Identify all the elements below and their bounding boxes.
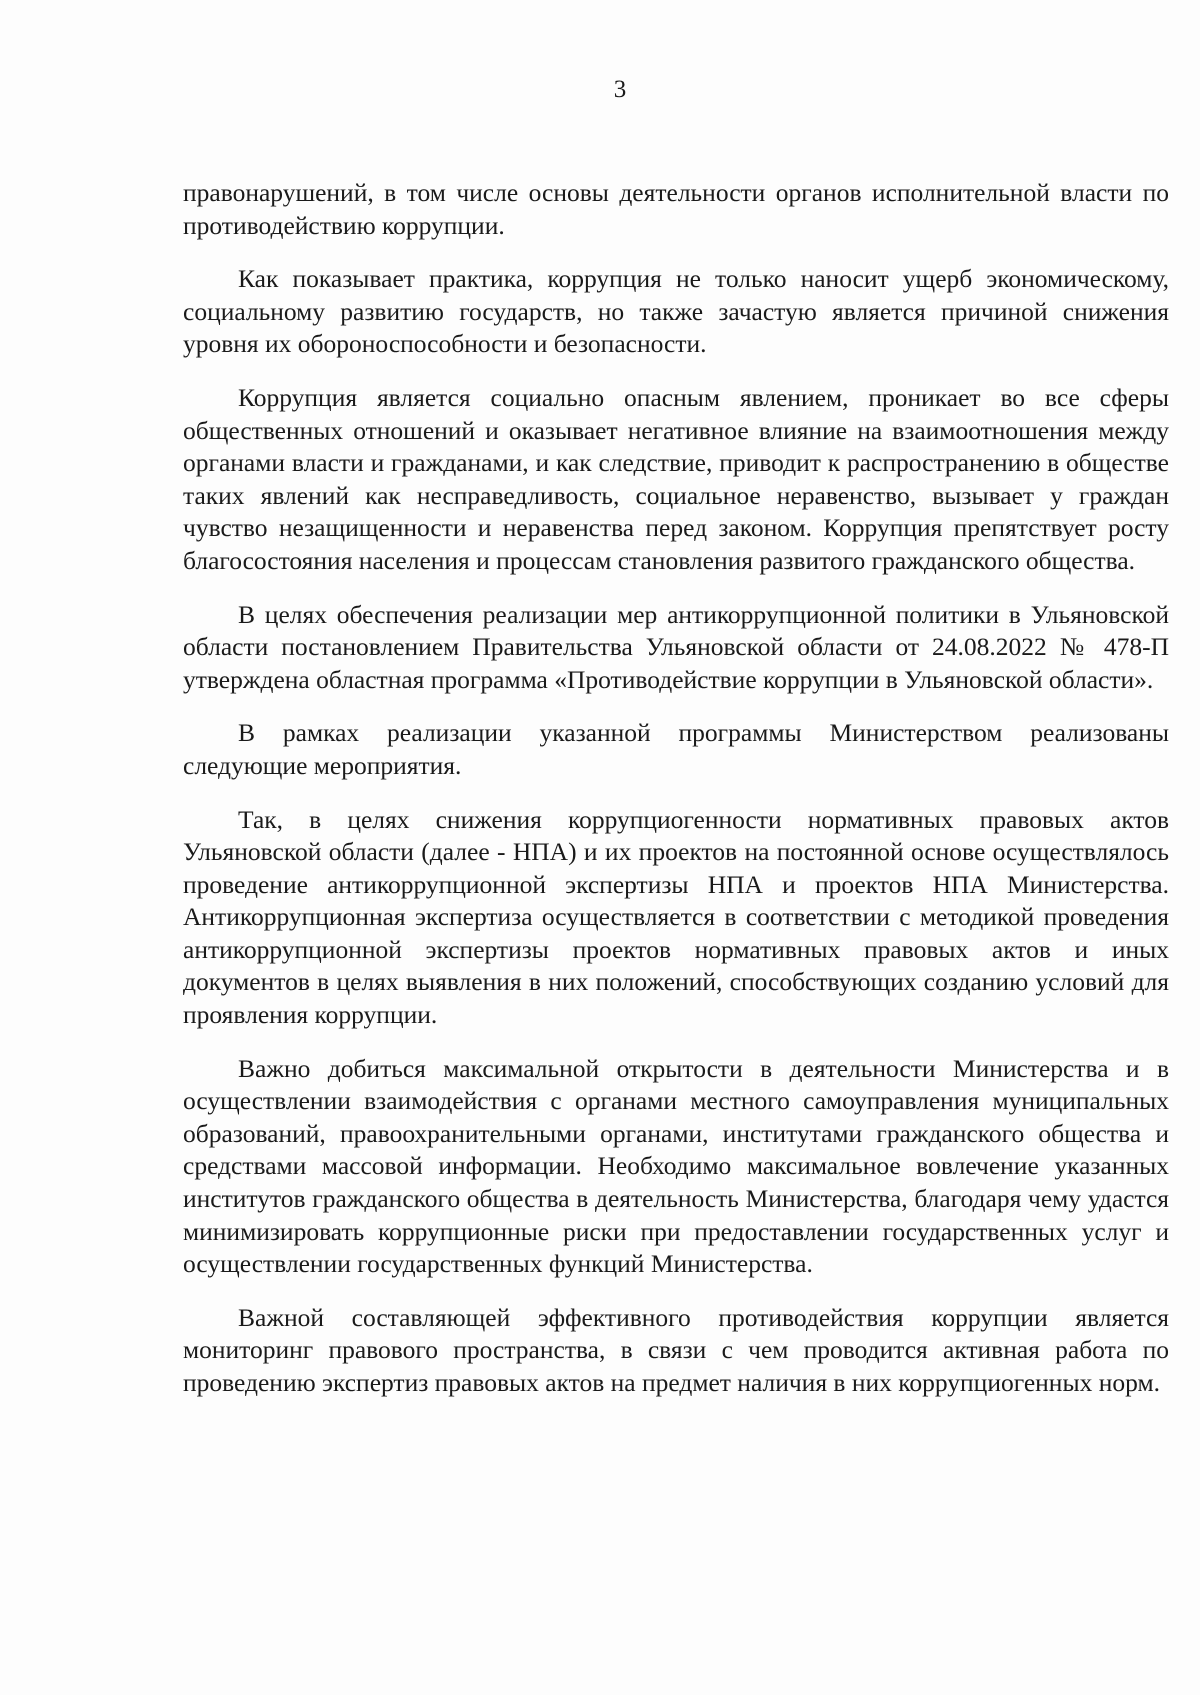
page-number: 3 (613, 76, 627, 103)
paragraph-8: Важной составляющей эффективного противодействия коррупции является мониторинг правового пространства, в связи с чем проводится активная работа по проведению экспертиз правовых актов на предмет наличия в них коррупциогенных норм. (183, 1302, 1169, 1397)
paragraph-1: правонарушений, в том числе основы деятельности органов исполнительной власти по противодействию коррупции. (183, 178, 1169, 240)
paragraph-3: Коррупция является социально опасным явлением, проникает во все сферы общественных отношений и оказывает негативное влияние на взаимоотношения между органами власти и гражданами, и как следствие, приводит к распространению в обществе таких явлений как несправедливость, социальное неравенство, вызывает у граждан чувство незащищенности и неравенства перед законом. Коррупция препятствует росту благосостояния населения и процессам становления развитого гражданского общества. (183, 382, 1169, 575)
document-body (183, 177, 1169, 1421)
paragraph-7: Важно добиться максимальной открытости в деятельности Министерства и в осуществлении взаимодействия с органами местного самоуправления муниципальных образований, правоохранительными органами, институтами гражданского общества и средствами массовой информации. Необходимо максимальное вовлечение указанных институтов гражданского общества в деятельность Министерства, благодаря чему удастся минимизировать коррупционные риски при предоставлении государственных услуг и осуществлении государственных функций Министерства. (183, 1053, 1169, 1279)
paragraph-6: Так, в целях снижения коррупциогенности нормативных правовых актов Ульяновской области (далее - НПА) и их проектов на постоянной основе осуществлялось проведение антикоррупционной экспертизы НПА и проектов НПА Министерства. Антикоррупционная экспертиза осуществляется в соответствии с методикой проведения антикоррупционной экспертизы проектов нормативных правовых актов и иных документов в целях выявления в них положений, способствующих созданию условий для проявления коррупции. (183, 804, 1169, 1030)
paragraph-5: В рамках реализации указанной программы Министерством реализованы следующие мероприятия. (183, 718, 1169, 780)
paragraph-4: В целях обеспечения реализации мер антикоррупционной политики в Ульяновской области постановлением Правительства Ульяновской области от 24.08.2022 № 478-П утверждена областная программа «Противодействие коррупции в Ульяновской области». (183, 599, 1169, 694)
paragraph-2: Как показывает практика, коррупция не только наносит ущерб экономическому, социальному развитию государств, но также зачастую является причиной снижения уровня их обороноспособности и безопасности. (183, 264, 1169, 359)
